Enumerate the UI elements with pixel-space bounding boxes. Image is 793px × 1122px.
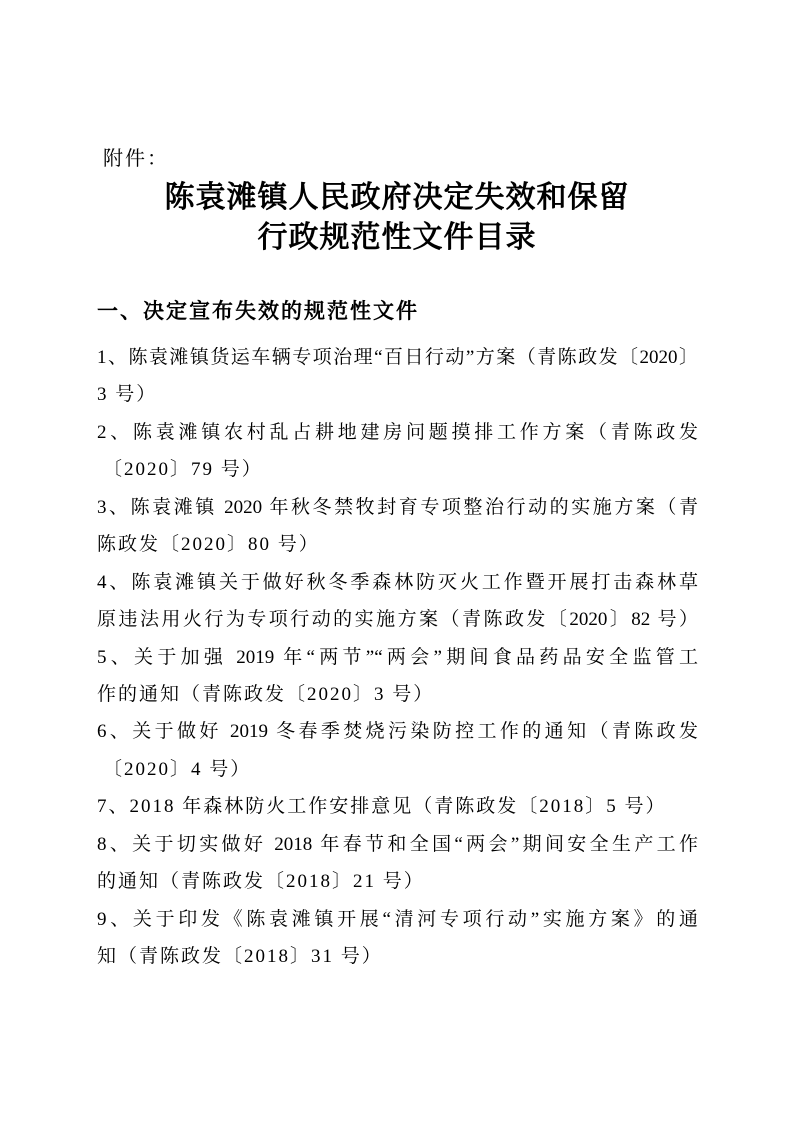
document-line-item7-1: 7、2018 年森林防火工作安排意见（青陈政发〔2018〕5 号）	[97, 796, 667, 818]
document-line-item2-2: 〔2020〕79 号）	[103, 459, 263, 481]
document-line-item1-1: 1、陈袁滩镇货运车辆专项治理“百日行动”方案（青陈政发〔2020〕	[97, 347, 698, 368]
document-line-item9-1: 9、关于印发《陈袁滩镇开展“清河专项行动”实施方案》的通	[97, 908, 698, 930]
document-line-item6-2: 〔2020〕4 号）	[103, 758, 252, 780]
document-line-item9-2: 知（青陈政发〔2018〕31 号）	[97, 946, 383, 967]
document-line-item5-1: 5、关于加强 2019 年“两节”“两会”期间食品药品安全监管工	[97, 646, 698, 668]
document-title	[97, 178, 697, 258]
document-line-item4-2: 原违法用火行为专项行动的实施方案（青陈政发〔2020〕82 号）	[97, 609, 698, 631]
document-line-item3-1: 3、陈袁滩镇 2020 年秋冬禁牧封育专项整治行动的实施方案（青	[97, 496, 698, 518]
document-line-item8-2: 的通知（青陈政发〔2018〕21 号）	[97, 871, 425, 893]
section-heading: 一、决定宣布失效的规范性文件	[97, 300, 419, 323]
document-line-item1-2: 3 号）	[97, 384, 158, 406]
document-line-item3-2: 陈政发〔2020〕80 号）	[97, 534, 320, 556]
document-title-line1: 陈袁滩镇人民政府决定失效和保留	[164, 181, 630, 214]
attachment-label: 附件：	[103, 148, 169, 170]
document-line-item2-1: 2、陈袁滩镇农村乱占耕地建房问题摸排工作方案（青陈政发	[97, 421, 698, 443]
document-line-item5-2: 作的通知（青陈政发〔2020〕3 号）	[97, 683, 435, 705]
document-line-item6-1: 6、关于做好 2019 冬春季焚烧污染防控工作的通知（青陈政发	[97, 721, 698, 743]
document-line-item8-1: 8、关于切实做好 2018 年春节和全国“两会”期间安全生产工作	[97, 833, 698, 855]
document-body	[97, 339, 698, 975]
document-line-item4-1: 4、陈袁滩镇关于做好秋冬季森林防灭火工作暨开展打击森林草	[97, 571, 698, 593]
document-title-line2: 行政规范性文件目录	[257, 221, 537, 254]
